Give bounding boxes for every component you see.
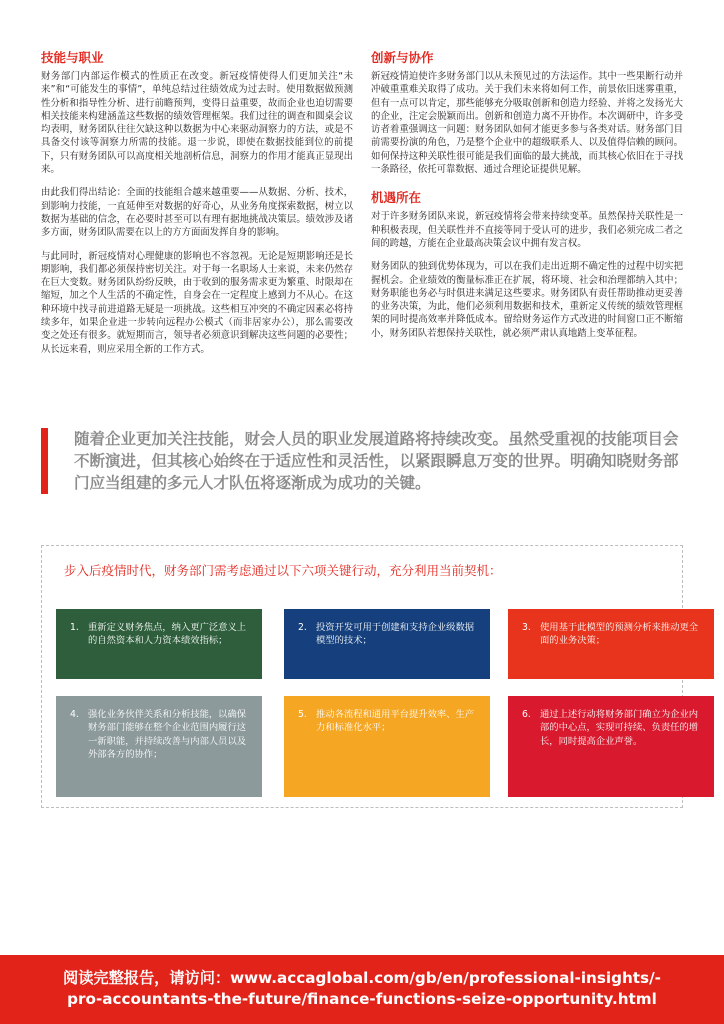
paragraph: 与此同时，新冠疫情对心理健康的影响也不容忽视。无论是短期影响还是长期影响，我们都必须保持密切关注。对于每一名职场人士来说，未来仍然存在巨大变数。财务团队纷纷反映，由于收到的服务需求更为繁重、时限却在缩短，加之个人生活的不确定性，自身会在一定程度上感到力不从心。在这种环境中找寻前进道路无疑是一项挑战。这些相互冲突的不确定因素必将持续多年，如果企业进一步转向远程办公模式（而非居家办公），那么需要改变之处还有很多。就短期而言，领导者必须意识到解决这些问题的必要性；从长远来看，则应采用全新的工作方式。 xyxy=(41,250,353,355)
paragraph: 新冠疫情迫使许多财务部门以从未预见过的方法运作。其中一些果断行动并冲破重重难关取得了成功。关于我们未来将如何工作，前景依旧迷雾重重，但有一点可以肯定，那些能够充分吸取创新和创造力经验、并将之发扬光大的企业，注定会脱颖而出。创新和创造力离不开协作。本次调研中，许多受访者着重强调这一问题：财务团队如何才能更多参与各类对话。财务部门目前需要扮演的角色，乃是整个企业中的超级联系人、以及值得信赖的顾问。如何保持这种关联性很可能是我们面临的最大挑战，而其核心依旧在于寻找一条路径，依托可靠数据、通过合理论证提供见解。 xyxy=(371,71,683,176)
action-text: 通过上述行动将财务部门确立为企业内部的中心点，实现可持续、负责任的增长，同时提高企业声誉。 xyxy=(540,709,699,747)
right-column xyxy=(371,50,683,350)
action-text: 重新定义财务焦点，纳入更广泛意义上的自然资本和人力资本绩效指标； xyxy=(88,622,247,647)
action-number: 1. xyxy=(70,622,79,633)
action-card xyxy=(56,609,262,679)
action-card xyxy=(284,696,490,797)
action-number: 4. xyxy=(70,709,79,720)
paragraph: 对于许多财务团队来说，新冠疫情将会带来持续变革。虽然保持关联性是一种积极表现，但关联性并不直接等同于受认可的进步，我们必须完成二者之间的跨越，方能在企业最高决策会议中拥有发言权。 xyxy=(371,211,683,249)
key-actions-title: 步入后疫情时代，财务部门需考虑通过以下六项关键行动，充分利用当前契机： xyxy=(64,563,502,578)
action-card xyxy=(284,609,490,679)
paragraph: 财务团队的独到优势体现为，可以在我们走出近期不确定性的过程中切实把握机会。企业绩效的衡量标准正在扩展，将环境、社会和治理都纳入其中；财务职能也务必与时俱进来满足这些要求。财务团队有责任帮助推动更妥善的业务决策，为此，他们必须利用数据和技术，重新定义传统的绩效管理框架的同时提高效率并降低成本。留给财务运作方式改进的时间窗口正不断缩小，财务团队若想保持关联性，就必须严肃认真地踏上变革征程。 xyxy=(371,261,683,339)
key-actions-box xyxy=(41,545,699,808)
action-number: 2. xyxy=(298,622,307,633)
action-text: 使用基于此模型的预测分析来推动更全面的业务决策； xyxy=(540,622,699,647)
footer-link-line-1[interactable]: 阅读完整报告，请访问：www.accaglobal.com/gb/en/professional-insights/- xyxy=(63,969,661,987)
action-card xyxy=(508,609,714,679)
action-number: 3. xyxy=(522,622,531,633)
action-card xyxy=(56,696,262,797)
action-card xyxy=(508,696,714,797)
section-heading-opportunity: 机遇所在 xyxy=(371,190,422,206)
action-text: 强化业务伙伴关系和分析技能，以确保财务部门能够在整个企业范围内履行这一新职能，并持续改善与内部人员以及外部各方的协作； xyxy=(88,709,247,760)
action-text: 推动各流程和通用平台提升效率、生产力和标准化水平； xyxy=(316,709,475,734)
footer-link-line-2[interactable]: pro-accountants-the-future/finance-functions-seize-opportunity.html xyxy=(67,990,657,1008)
left-column xyxy=(41,50,353,366)
paragraph: 财务部门内部运作模式的性质正在改变。新冠疫情使得人们更加关注“未来”和“可能发生的事情”，单纯总结过往绩效成为过去时。使用数据做预测性分析和指导性分析、进行前瞻预判，变得日益重要，故而企业也迫切需要相关技能来构建涵盖这些数据的绩效管理框架。我们过往的调查和圆桌会议均表明，财务团队往往欠缺这种以数据为中心来驱动洞察力的方法，或是不具备交付该等洞察力所需的技能。退一步说，即使在数据技能到位的前提下，只有财务团队可以高度相关地剖析信息，洞察力的作用才能真正显现出来。 xyxy=(41,71,353,176)
action-number: 6. xyxy=(522,709,531,720)
pull-quote: 随着企业更加关注技能，财会人员的职业发展道路将持续改变。虽然受重视的技能项目会不断演进，但其核心始终在于适应性和灵活性，以紧跟瞬息万变的世界。明确知晓财务部门应当组建的多元人才队伍将逐渐成为成功的关键。 xyxy=(41,428,681,494)
action-text: 投资开发可用于创建和支持企业级数据模型的技术； xyxy=(316,622,475,647)
action-number: 5. xyxy=(298,709,307,720)
paragraph: 由此我们得出结论：全面的技能组合越来越重要——从数据、分析、技术，到影响力技能，一直延伸至对数据的好奇心，从业务角度探索数据，树立以数据为基础的信念，在必要时甚至可以有理有据地挑战决策层。绩效涉及诸多方面，财务团队需要在以上的方方面面发挥自身的影响。 xyxy=(41,187,353,239)
footer-banner xyxy=(0,955,724,1024)
section-heading-innovation: 创新与协作 xyxy=(371,50,434,65)
section-heading-skills: 技能与职业 xyxy=(41,50,104,65)
